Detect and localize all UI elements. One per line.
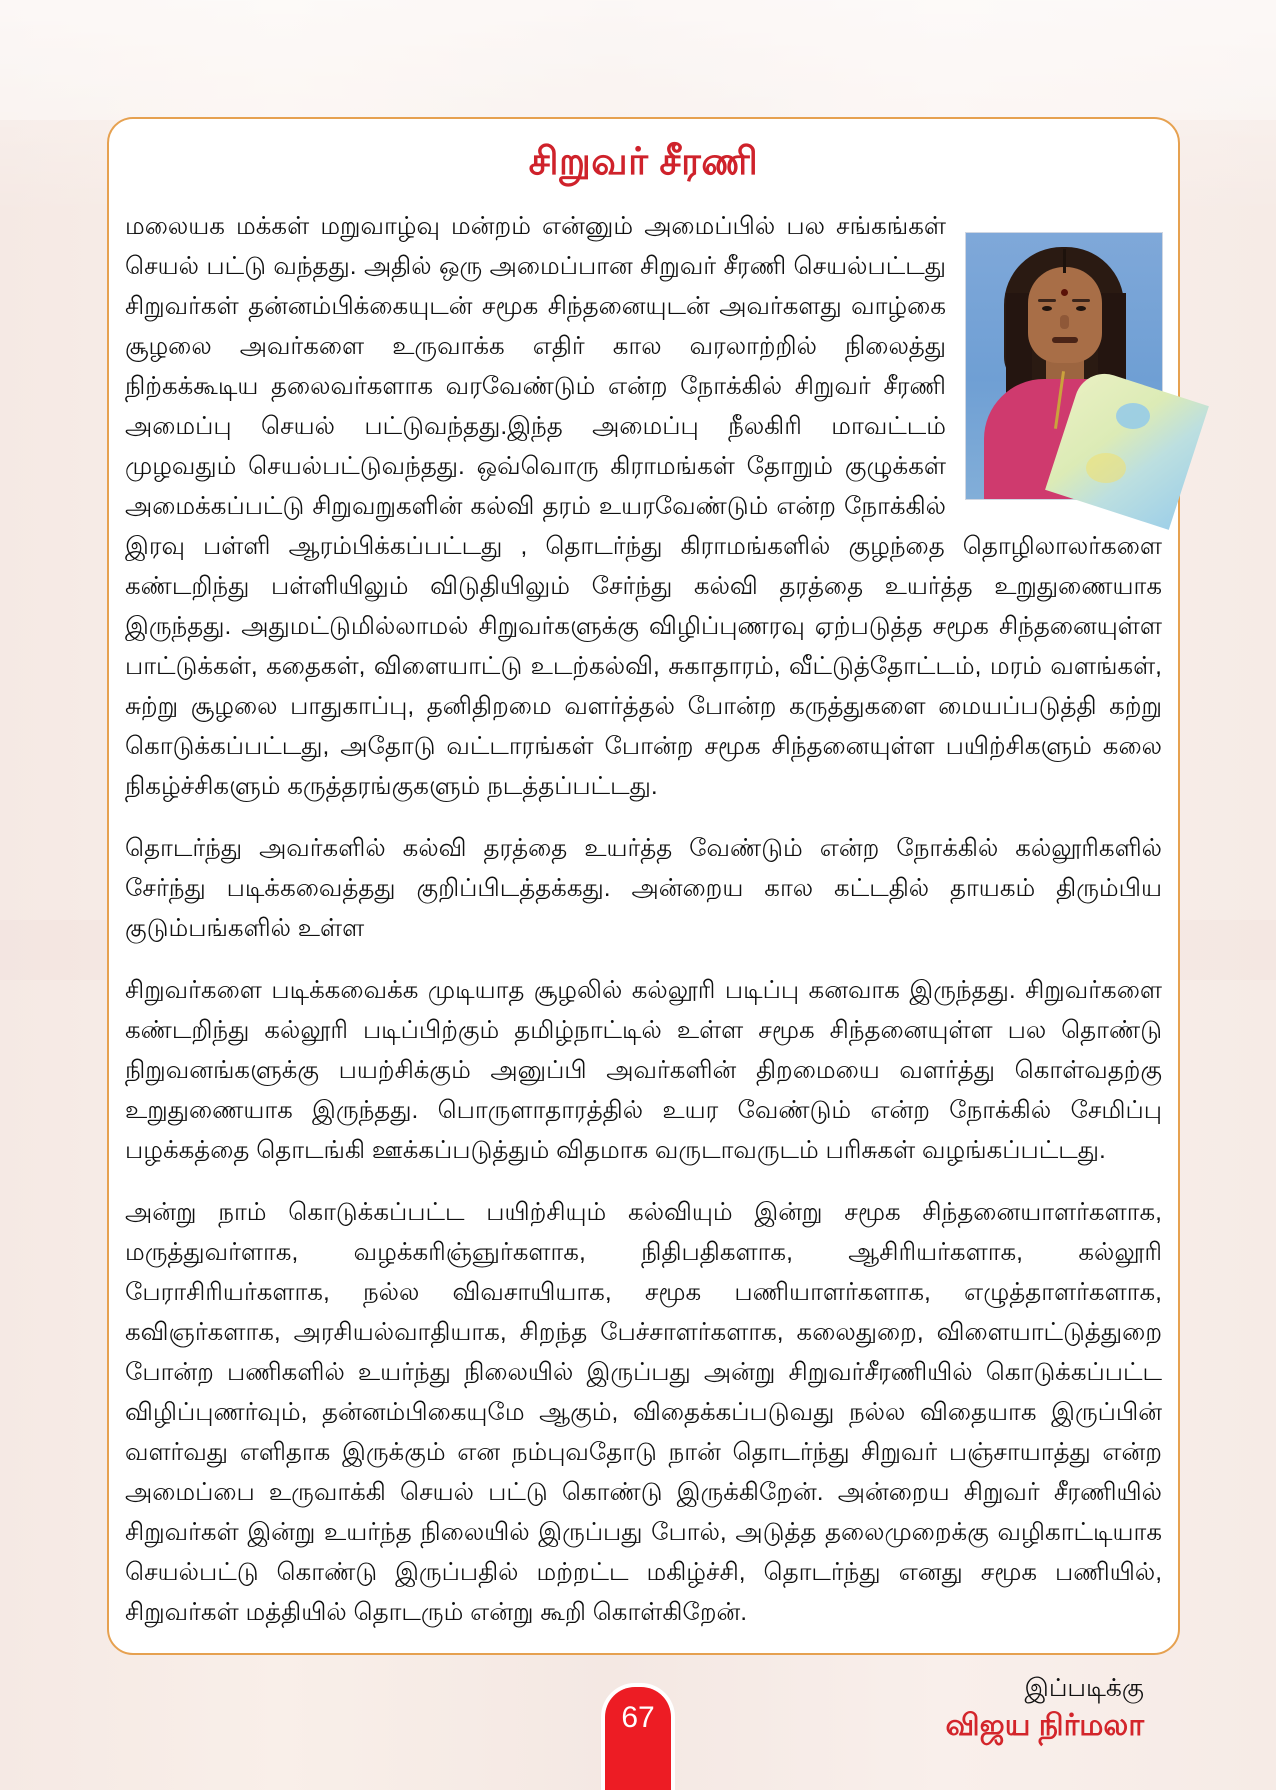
photo-eye [1042, 306, 1052, 311]
background-texture-top [0, 0, 1276, 120]
paragraph-2: தொடர்ந்து அவர்களில் கல்வி தரத்தை உயர்த்த வேண்டும் என்ற நோக்கில் கல்லூரிகளில் சேர்ந்து படிக்கவைத்தது குறிப்பிடத்தக்கது. அன்றைய கால கட்டதில் தாயகம் திரும்பிய குடும்பங்களில் உள்ள [125, 835, 1162, 942]
page-title: சிறுவர் சீரணி [528, 141, 759, 183]
signature-label: இப்படிக்கு [1024, 1674, 1144, 1702]
photo-mouth [1052, 337, 1078, 343]
photo-eyebrow [1072, 299, 1090, 302]
portrait-photo [966, 233, 1162, 499]
paragraph-3: சிறுவர்களை படிக்கவைக்க முடியாத சூழலில் கல்லூரி படிப்பு கனவாக இருந்தது. சிறுவர்களை கண்டறிந்து கல்லூரி படிப்பிற்கும் தமிழ்நாட்டில் உள்ள சமூக சிந்தனையுள்ள பல தொண்டு நிறுவனங்களுக்கு பயற்சிக்கும் அனுப்பி அவர்களின் திறமையை வளர்த்து கொள்வதற்கு உறுதுணையாக இருந்தது. பொருளாதாரத்தில் உயர வேண்டும் என்ற நோக்கில் சேமிப்பு பழக்கத்தை தொடங்கி ஊக்கப்படுத்தும் விதமாக வருடாவருடம் பரிசுகள் வழங்கப்பட்டது. [125, 977, 1162, 1164]
article-body [125, 207, 1162, 1633]
paragraph-1: மலையக மக்கள் மறுவாழ்வு மன்றம் என்னும் அமைப்பில் பல சங்கங்கள் செயல் பட்டு வந்தது. அதில் ஒரு அமைப்பான சிறுவர் சீரணி செயல்பட்டது சிறுவர்கள் தன்னம்பிக்கையுடன் சமூக சிந்தனையுடன் அவர்களது வாழ்கை சூழலை அவர்களை உருவாக்க எதிர் கால வரலாற்றில் நிலைத்து நிற்கக்கூடிய தலைவர்களாக வரவேண்டும் என்ற நோக்கில் சிறுவர் சீரணி அமைப்பு செயல் பட்டுவந்தது.இந்த அமைப்பு நீலகிரி மாவட்டம் முழவதும் செயல்பட்டுவந்தது. ஒவ்வொரு கிராமங்கள் தோறும் குழுக்கள் அமைக்கப்பட்டு சிறுவறுகளின் கல்வி தரம் உயரவேண்டும் என்ற நோக்கில் இரவு பள்ளி ஆரம்பிக்கப்பட்டது , தொடர்ந்து கிராமங்களில் குழந்தை தொழிலாலர்களை கண்டறிந்து பள்ளியிலும் விடுதியிலும் சேர்ந்து கல்வி தரத்தை உயர்த்த உறுதுணையாக இருந்தது. அதுமட்டுமில்லாமல் சிறுவர்களுக்கு விழிப்புணரவு ஏற்படுத்த சமூக சிந்தனையுள்ள பாட்டுக்கள், கதைகள், விளையாட்டு உடற்கல்வி, சுகாதாரம், வீட்டுத்தோட்டம், மரம் வளங்கள், சுற்று சூழலை பாதுகாப்பு, தனிதிறமை வளர்த்தல் போன்ற கருத்துகளை மையப்படுத்தி கற்று கொடுக்கப்பட்டது, அதோடு வட்டாரங்கள் போன்ற சமூக சிந்தனையுள்ள பயிற்சிகளும் கலை நிகழ்ச்சிகளும் கருத்தரங்குகளும் நடத்தப்பட்டது. [125, 213, 1162, 800]
page-number-badge [601, 1683, 675, 1790]
signature-name: விஜய நிர்மலா [945, 1709, 1144, 1742]
photo-eye [1076, 306, 1086, 311]
photo-bindi [1061, 289, 1068, 296]
photo-nose [1060, 315, 1069, 329]
photo-saree-pattern [1086, 453, 1126, 483]
paragraph-4: அன்று நாம் கொடுக்கப்பட்ட பயிற்சியும் கல்வியும் இன்று சமூக சிந்தனையாளர்களாக, மருத்துவர்ளாக, வழக்கரிஞ்ஞுர்களாக, நிதிபதிகளாக, ஆசிரியர்களாக, கல்லூரி பேராசிரியர்களாக, நல்ல விவசாயியாக, சமூக பணியாளர்களாக, எழுத்தாளர்களாக, கவிஞர்களாக, அரசியல்வாதியாக, சிறந்த பேச்சாளர்களாக, கலைதுறை, விளையாட்டுத்துறை போன்ற பணிகளில் உயர்ந்து நிலையில் இருப்பது அன்று சிறுவர்சீரணியில் கொடுக்கப்பட்ட விழிப்புணர்வும், தன்னம்பிகையுமே ஆகும், விதைக்கப்படுவது நல்ல விதையாக இருப்பின் வளர்வது எளிதாக இருக்கும் என நம்புவதோடு நான் தொடர்ந்து சிறுவர் பஞ்சாயாத்து என்ற அமைப்பை உருவாக்கி செயல் பட்டு கொண்டு இருக்கிறேன். அன்றைய சிறுவர் சீரணியில் சிறுவர்கள் இன்று உயர்ந்த நிலையில் இருப்பது போல், அடுத்த தலைமுறைக்கு வழிகாட்டியாக செயல்பட்டு கொண்டு இருப்பதில் மற்றட்ட மகிழ்ச்சி, தொடர்ந்து எனது சமூக பணியில், சிறுவர்கள் மத்தியில் தொடரும் என்று கூறி கொள்கிறேன். [125, 1199, 1162, 1626]
photo-saree-pattern [1116, 403, 1150, 429]
photo-eyebrow [1038, 299, 1056, 302]
photo-hair-part [1063, 249, 1066, 273]
page-number: 67 [621, 1701, 655, 1734]
